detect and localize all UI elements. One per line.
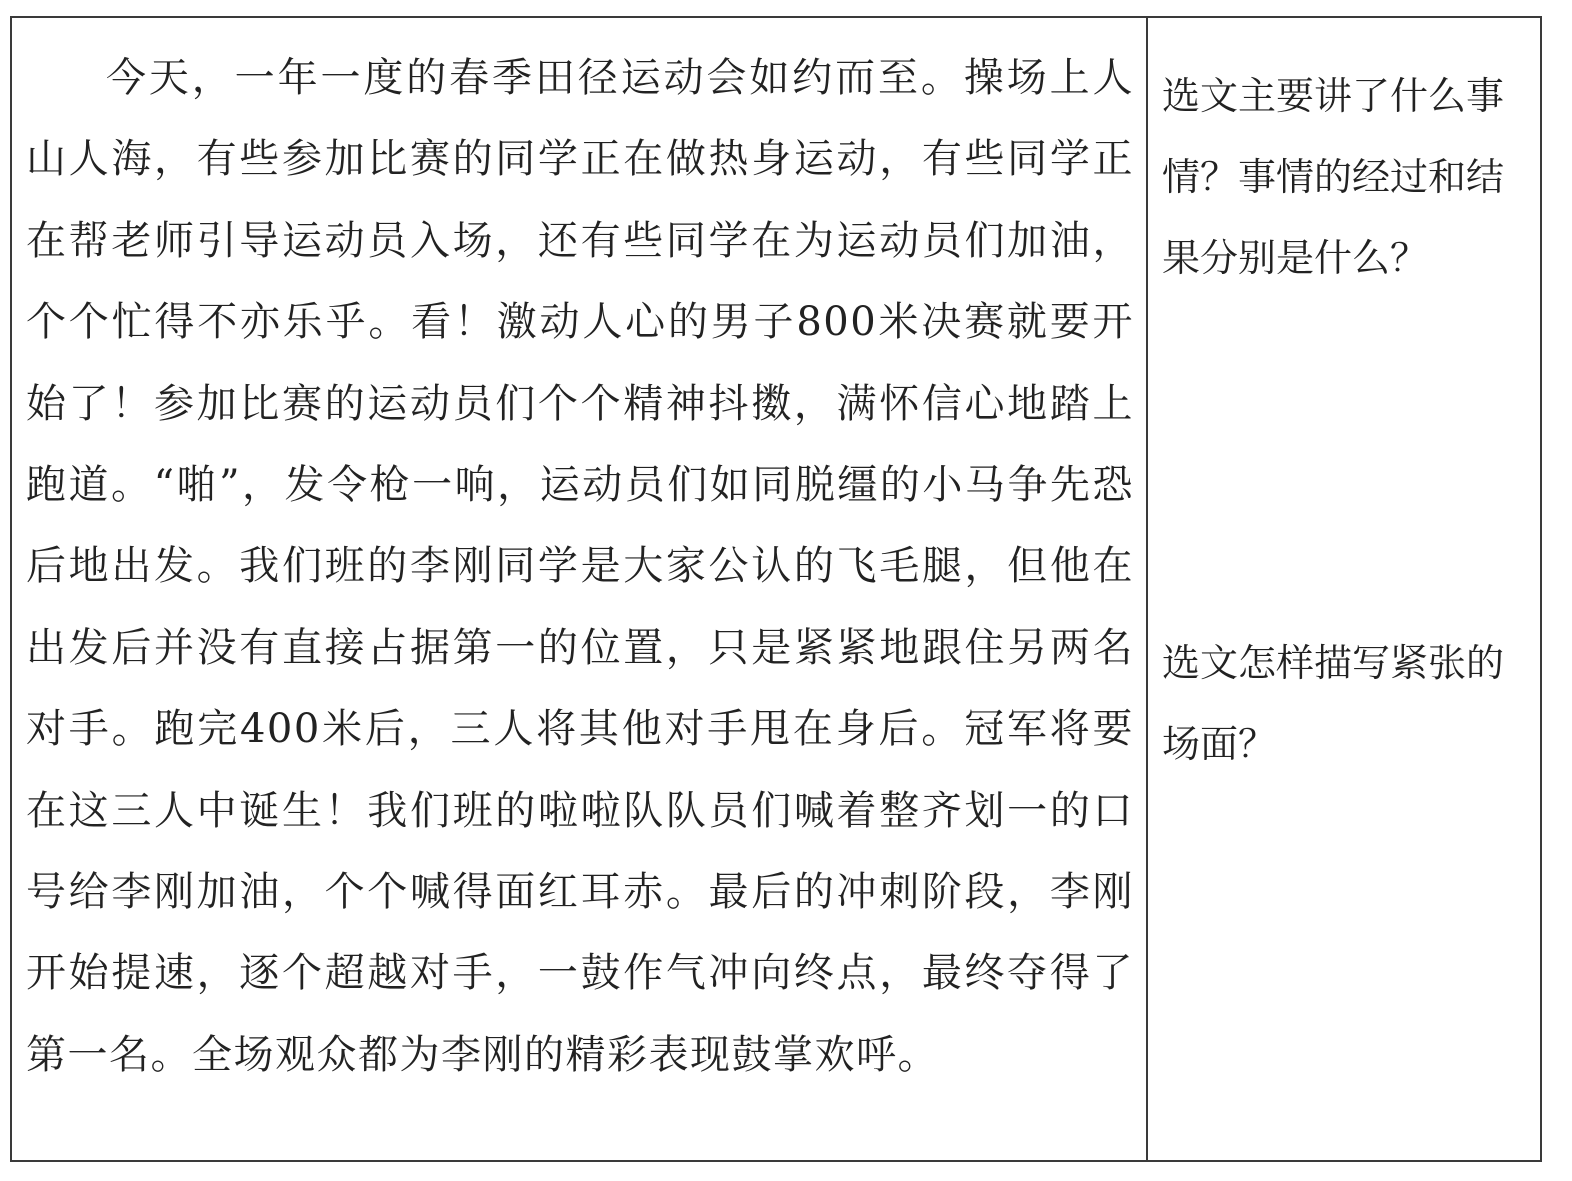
passage-cell (12, 18, 1148, 1160)
question-2: 选文怎样描写紧张的场面？ (1162, 641, 1505, 766)
reading-table (10, 16, 1542, 1162)
passage-text: 今天，一年一度的春季田径运动会如约而至。操场上人山人海，有些参加比赛的同学正在做热身运动，有些同学正在帮老师引导运动员入场，还有些同学在为运动员们加油，个个忙得不亦乐乎。看！激动人心的男子800米决赛就要开始了！参加比赛的运动员们个个精神抖擞，满怀信心地踏上跑道。“啪”，发令枪一响，运动员们如同脱缰的小马争先恐后地出发。我们班的李刚同学是大家公认的飞毛腿，但他在出发后并没有直接占据第一的位置，只是紧紧地跟住另两名对手。跑完400米后，三人将其他对手甩在身后。冠军将要在这三人中诞生！我们班的啦啦队队员们喊着整齐划一的口号给李刚加油，个个喊得面红耳赤。最后的冲刺阶段，李刚开始提速，逐个超越对手，一鼓作气冲向终点，最终夺得了第一名。全场观众都为李刚的精彩表现鼓掌欢呼。 (26, 55, 1134, 1078)
question-1: 选文主要讲了什么事情？事情的经过和结果分别是什么？ (1162, 74, 1505, 280)
question-cell (1148, 18, 1540, 1160)
